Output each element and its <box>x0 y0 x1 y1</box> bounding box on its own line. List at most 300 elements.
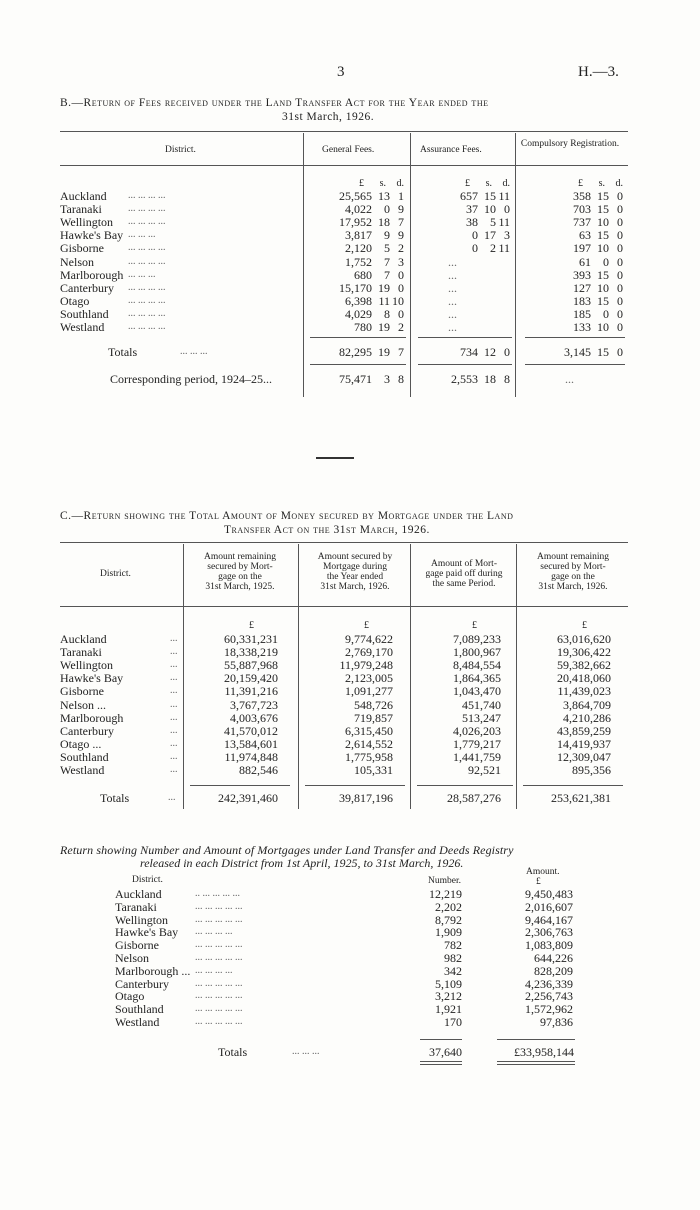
table-d-header-unit: £ <box>536 877 541 887</box>
general-fee-pounds: 15,170 <box>339 280 372 295</box>
table-d-double-rule <box>497 1064 575 1065</box>
amount-value: 11,439,023 <box>557 684 611 699</box>
district-name: Auckland <box>115 887 162 901</box>
leader-dots: ... ... ... ... <box>128 190 166 201</box>
compulsory-fee-pence: 0 <box>617 215 623 230</box>
header-line: gage paid off during <box>425 569 503 579</box>
general-fee-pence: 2 <box>398 241 404 256</box>
compulsory-fee-shillings: 15 <box>597 228 609 243</box>
amount-value: 2,123,005 <box>345 671 393 686</box>
district-name: Taranaki <box>115 899 157 914</box>
district-name: Nelson ... <box>60 697 106 712</box>
total-value: 242,391,460 <box>218 791 278 805</box>
amount-value: 1,441,759 <box>453 749 501 764</box>
general-fee-pence: 0 <box>398 280 404 295</box>
total-number: 37,640 <box>429 1045 462 1059</box>
amount-value: 719,857 <box>354 710 393 725</box>
district-name: Nelson <box>60 254 94 269</box>
leader-dots: ... ... ... ... ... <box>195 939 243 951</box>
header-line: Amount remaining <box>536 552 610 562</box>
amount-value: 14,419,937 <box>557 736 611 751</box>
amount-value: 9,774,622 <box>345 632 393 646</box>
general-fee-pounds: 680 <box>354 267 372 282</box>
unit-pence: d. <box>615 178 623 189</box>
totals-label: Totals <box>100 791 130 805</box>
release-number: 1,909 <box>435 925 462 940</box>
release-number: 782 <box>444 938 462 953</box>
compulsory-fee-pence: 0 <box>617 280 623 295</box>
district-name: Hawke's Bay <box>60 671 124 686</box>
table-c-col-rule <box>516 544 517 809</box>
general-fee-pounds: 4,022 <box>345 202 372 217</box>
page-number: 3 <box>337 64 345 80</box>
district-name: Otago <box>60 293 90 308</box>
unit-pound: £ <box>472 620 477 631</box>
general-fee-pounds: 17,952 <box>339 215 372 230</box>
general-fee-pence: 0 <box>398 306 404 321</box>
leader-dots: ... ... ... ... <box>195 926 233 938</box>
amount-value: 3,864,709 <box>563 697 611 712</box>
header-line: 31st March, 1925. <box>205 582 275 592</box>
header-line: Amount of Mort- <box>431 559 497 569</box>
amount-value: 20,418,060 <box>557 671 611 686</box>
amount-value: 548,726 <box>354 697 393 712</box>
compulsory-fee-pence: 0 <box>617 320 623 334</box>
general-fee-shillings: 7 <box>384 267 390 282</box>
compulsory-fee-pounds: 183 <box>573 293 591 308</box>
release-amount: 1,083,809 <box>525 938 573 953</box>
compulsory-fee-pounds: 737 <box>573 215 591 230</box>
table-c-totals-rule <box>305 785 405 786</box>
table-b-header-rule <box>60 165 628 166</box>
table-c-header-remaining-1925 <box>184 552 296 592</box>
compulsory-fee-pounds: 703 <box>573 202 591 217</box>
leader-dots: ... ... ... ... ... <box>195 900 243 912</box>
district-name: Hawke's Bay <box>60 228 124 243</box>
table-b-col-rule <box>515 133 516 397</box>
table-b-header-general: General Fees. <box>322 145 375 155</box>
total-general-shillings: 19 <box>378 345 390 359</box>
assurance-fee-shillings: 17 <box>484 228 496 243</box>
assurance-fee-pounds: 0 <box>472 228 478 243</box>
general-fee-pence: 3 <box>398 254 404 269</box>
amount-value: 1,043,470 <box>453 684 501 699</box>
district-name: Gisborne <box>60 241 104 256</box>
amount-value: 4,003,676 <box>230 710 278 725</box>
district-name: Westland <box>60 763 105 777</box>
district-name: Westland <box>115 1015 160 1029</box>
assurance-fee-blank: ... <box>448 280 457 295</box>
leader-dots: ... ... ... ... <box>128 242 166 254</box>
district-name: Canterbury <box>60 280 114 295</box>
general-fee-pounds: 25,565 <box>339 189 372 203</box>
amount-value: 1,091,277 <box>345 684 393 699</box>
table-c-title-date: Transfer Act on the 31st March, 1926. <box>224 524 430 536</box>
table-b-totals-rule <box>418 337 512 338</box>
table-b-header-district: District. <box>165 145 196 155</box>
general-fee-pence: 10 <box>392 293 404 308</box>
leader-dots: ... <box>170 646 178 658</box>
leader-dots: ... ... ... ... ... <box>195 952 243 963</box>
amount-value: 20,159,420 <box>224 671 278 686</box>
assurance-fee-pounds: 657 <box>460 189 478 203</box>
amount-value: 43,859,259 <box>557 723 611 738</box>
assurance-fee-pence: 11 <box>498 241 510 256</box>
compulsory-fee-shillings: 10 <box>597 320 609 334</box>
compulsory-fee-pounds: 358 <box>573 189 591 203</box>
district-name: Wellington <box>60 215 114 230</box>
table-b-col-rule <box>410 133 411 397</box>
compulsory-fee-shillings: 15 <box>597 293 609 308</box>
district-name: Gisborne <box>60 684 104 699</box>
leader-dots: ... <box>170 698 178 710</box>
amount-value: 11,391,216 <box>224 684 278 699</box>
amount-value: 105,331 <box>354 763 393 777</box>
general-fee-pence: 7 <box>398 215 404 230</box>
corresponding-label: Corresponding period, 1924–25... <box>110 372 272 386</box>
district-name: Canterbury <box>115 976 169 991</box>
general-fee-pounds: 780 <box>354 320 372 334</box>
amount-value: 60,331,231 <box>224 632 278 646</box>
header-line: Amount remaining <box>203 552 277 562</box>
general-fee-pounds: 2,120 <box>345 241 372 256</box>
leader-dots: ... ... ... ... <box>128 307 166 319</box>
amount-value: 1,800,967 <box>453 645 501 660</box>
leader-dots: ... ... ... <box>180 346 208 357</box>
leader-dots: ... ... ... ... <box>128 255 166 267</box>
unit-pound: £ <box>582 620 587 631</box>
section-separator <box>316 457 354 459</box>
district-name: Hawke's Bay <box>115 925 179 940</box>
district-name: Southland <box>60 306 109 321</box>
release-amount: 1,572,962 <box>525 1002 573 1017</box>
leader-dots: ... ... ... ... ... <box>195 1016 243 1027</box>
amount-value: 1,779,217 <box>453 736 501 751</box>
corresponding-assurance-pence: 8 <box>504 372 510 386</box>
table-c-totals-rule <box>417 785 513 786</box>
compulsory-fee-pounds: 63 <box>579 228 591 243</box>
district-name: Auckland <box>60 189 107 203</box>
release-number: 2,202 <box>435 899 462 914</box>
table-b-totals-rule <box>418 364 512 365</box>
header-line: 31st March, 1926. <box>320 582 390 592</box>
compulsory-fee-shillings: 10 <box>597 215 609 230</box>
general-fee-shillings: 18 <box>378 215 390 230</box>
release-amount: 644,226 <box>534 951 573 965</box>
leader-dots: ... ... ... ... ... <box>195 1003 243 1015</box>
release-number: 5,109 <box>435 976 462 991</box>
assurance-fee-shillings: 15 <box>484 189 496 203</box>
table-b-totals-rule <box>310 337 406 338</box>
total-general-pence: 7 <box>398 345 404 359</box>
unit-pound: £ <box>465 178 470 189</box>
assurance-fee-blank: ... <box>448 254 457 269</box>
table-d-title: Return showing Number and Amount of Mortgages under Land Transfer and Deeds Registry <box>60 843 514 857</box>
district-name: Southland <box>115 1002 164 1017</box>
leader-dots: ... <box>170 764 178 775</box>
general-fee-pence: 9 <box>398 228 404 243</box>
leader-dots: ... ... ... ... <box>128 321 166 332</box>
leader-dots: ... ... ... ... <box>128 294 166 306</box>
compulsory-fee-pounds: 133 <box>573 320 591 334</box>
leader-dots: .. ... ... ... ... <box>195 888 240 899</box>
total-assurance-pounds: 734 <box>460 345 478 359</box>
compulsory-fee-pence: 0 <box>617 306 623 321</box>
leader-dots: ... ... ... ... ... <box>195 913 243 925</box>
header-line: secured by Mort- <box>540 562 606 572</box>
amount-value: 11,974,848 <box>224 749 278 764</box>
total-compulsory-shillings: 15 <box>597 345 609 359</box>
amount-value: 2,769,170 <box>345 645 393 660</box>
compulsory-fee-shillings: 15 <box>597 189 609 203</box>
total-value: 253,621,381 <box>551 791 611 805</box>
amount-value: 41,570,012 <box>224 723 278 738</box>
assurance-fee-shillings: 10 <box>484 202 496 217</box>
table-d-header-number: Number. <box>428 876 461 886</box>
release-amount: 4,236,339 <box>525 976 573 991</box>
compulsory-fee-pence: 0 <box>617 241 623 256</box>
general-fee-pounds: 6,398 <box>345 293 372 308</box>
district-name: Southland <box>60 749 109 764</box>
assurance-fee-pence: 3 <box>504 228 510 243</box>
corresponding-general-shillings: 3 <box>384 372 390 386</box>
district-name: Marlborough <box>60 267 124 282</box>
compulsory-fee-pounds: 197 <box>573 241 591 256</box>
district-name: Gisborne <box>115 938 159 953</box>
corresponding-compulsory: ... <box>565 372 574 386</box>
release-number: 342 <box>444 963 462 978</box>
leader-dots: ... <box>170 724 178 736</box>
general-fee-shillings: 8 <box>384 306 390 321</box>
general-fee-pounds: 4,029 <box>345 306 372 321</box>
unit-pence: d. <box>502 178 510 189</box>
amount-value: 63,016,620 <box>557 632 611 646</box>
general-fee-pence: 2 <box>398 320 404 334</box>
compulsory-fee-pence: 0 <box>617 254 623 269</box>
table-c-header-rule <box>60 606 628 607</box>
leader-dots: ... <box>170 633 178 644</box>
unit-pound: £ <box>364 620 369 631</box>
leader-dots: ... <box>170 711 178 723</box>
compulsory-fee-shillings: 0 <box>603 306 609 321</box>
amount-value: 13,584,601 <box>224 736 278 751</box>
district-name: Taranaki <box>60 202 102 217</box>
amount-value: 55,887,968 <box>224 658 278 673</box>
page-reference: H.—3. <box>578 64 619 80</box>
amount-value: 4,210,286 <box>563 710 611 725</box>
compulsory-fee-pence: 0 <box>617 293 623 308</box>
leader-dots: ... ... ... <box>128 268 156 280</box>
header-line: secured by Mort- <box>207 562 273 572</box>
district-name: Canterbury <box>60 723 114 738</box>
general-fee-shillings: 7 <box>384 254 390 269</box>
compulsory-fee-pounds: 61 <box>579 254 591 269</box>
table-b-top-rule <box>60 131 628 132</box>
amount-value: 6,315,450 <box>345 723 393 738</box>
compulsory-fee-pounds: 127 <box>573 280 591 295</box>
assurance-fee-pounds: 38 <box>466 215 478 230</box>
table-c-top-rule <box>60 542 628 543</box>
district-name: Wellington <box>60 658 114 673</box>
corresponding-general-pounds: 75,471 <box>339 372 372 386</box>
release-amount: 9,450,483 <box>525 887 573 901</box>
total-compulsory-pence: 0 <box>617 345 623 359</box>
compulsory-fee-shillings: 15 <box>597 267 609 282</box>
general-fee-pence: 0 <box>398 267 404 282</box>
amount-value: 4,026,203 <box>453 723 501 738</box>
total-assurance-shillings: 12 <box>484 345 496 359</box>
amount-value: 882,546 <box>239 763 278 777</box>
release-number: 1,921 <box>435 1002 462 1017</box>
leader-dots: ... <box>170 750 178 762</box>
table-b-title: B.—Return of Fees received under the Land Transfer Act for the Year ended the <box>60 97 489 109</box>
unit-shilling: s. <box>379 178 386 189</box>
header-line: gage on the <box>551 572 595 582</box>
release-number: 8,792 <box>435 912 462 927</box>
unit-pound: £ <box>578 178 583 189</box>
table-b-totals-rule <box>525 337 625 338</box>
table-b-header-compulsory: Compulsory Registration. <box>520 139 620 149</box>
district-name: Marlborough <box>60 710 124 725</box>
general-fee-pence: 1 <box>398 189 404 203</box>
unit-shilling: s. <box>485 178 492 189</box>
assurance-fee-pounds: 0 <box>472 241 478 256</box>
table-c-header-remaining-1926 <box>518 552 628 592</box>
assurance-fee-pounds: 37 <box>466 202 478 217</box>
assurance-fee-blank: ... <box>448 293 457 308</box>
general-fee-shillings: 19 <box>378 320 390 334</box>
total-compulsory-pounds: 3,145 <box>564 345 591 359</box>
totals-label: Totals <box>108 345 138 359</box>
table-c-title: C.—Return showing the Total Amount of Money secured by Mortgage under the Land <box>60 510 514 522</box>
release-amount: 828,209 <box>534 963 573 978</box>
table-d-double-rule <box>420 1061 462 1062</box>
leader-dots: ... <box>170 737 178 749</box>
table-b-totals-rule <box>525 364 625 365</box>
leader-dots: ... <box>170 672 178 684</box>
unit-pence: d. <box>396 178 404 189</box>
header-line: the Year ended <box>326 572 384 582</box>
table-d-totals-rule <box>497 1039 575 1040</box>
total-value: 28,587,276 <box>447 791 501 805</box>
table-c-header-district: District. <box>100 569 131 579</box>
leader-dots: ... ... ... ... <box>195 964 233 976</box>
district-name: Otago <box>115 989 145 1004</box>
compulsory-fee-pence: 0 <box>617 228 623 243</box>
leader-dots: ... ... ... ... <box>128 203 166 215</box>
header-line: 31st March, 1926. <box>538 582 608 592</box>
table-b-header-assurance: Assurance Fees. <box>420 145 482 155</box>
compulsory-fee-shillings: 10 <box>597 280 609 295</box>
release-amount: 2,256,743 <box>525 989 573 1004</box>
leader-dots: ... ... ... ... ... <box>195 977 243 989</box>
release-number: 170 <box>444 1015 462 1029</box>
amount-value: 18,338,219 <box>224 645 278 660</box>
table-c-totals-rule <box>523 785 623 786</box>
amount-value: 1,864,365 <box>453 671 501 686</box>
assurance-fee-pence: 11 <box>498 189 510 203</box>
assurance-fee-pence: 0 <box>504 202 510 217</box>
amount-value: 451,740 <box>462 697 501 712</box>
amount-value: 12,309,047 <box>557 749 611 764</box>
compulsory-fee-pence: 0 <box>617 267 623 282</box>
table-d-totals-rule <box>420 1039 462 1040</box>
compulsory-fee-shillings: 0 <box>603 254 609 269</box>
amount-value: 2,614,552 <box>345 736 393 751</box>
amount-value: 8,484,554 <box>453 658 501 673</box>
assurance-fee-blank: ... <box>448 320 457 334</box>
district-name: Taranaki <box>60 645 102 660</box>
amount-value: 1,775,958 <box>345 749 393 764</box>
amount-value: 7,089,233 <box>453 632 501 646</box>
general-fee-shillings: 19 <box>378 280 390 295</box>
table-c-totals-rule <box>190 785 290 786</box>
header-line: the same Period. <box>432 579 496 589</box>
leader-dots: ... ... ... <box>292 1046 320 1057</box>
amount-value: 11,979,248 <box>339 658 393 673</box>
total-general-pounds: 82,295 <box>339 345 372 359</box>
amount-value: 59,382,662 <box>557 658 611 673</box>
general-fee-shillings: 9 <box>384 228 390 243</box>
district-name: Wellington <box>115 912 169 927</box>
table-d-title-date: released in each District from 1st April, 1925, to 31st March, 1926. <box>140 856 464 870</box>
table-c-col-rule <box>183 544 184 809</box>
leader-dots: ... ... ... ... <box>128 281 166 293</box>
amount-value: 92,521 <box>468 763 501 777</box>
unit-pound: £ <box>249 620 254 631</box>
leader-dots: ... ... ... ... <box>128 216 166 228</box>
table-c-header-secured <box>300 552 410 592</box>
table-c-header-paid-off <box>412 559 516 589</box>
compulsory-fee-shillings: 10 <box>597 241 609 256</box>
district-name: Nelson <box>115 951 149 965</box>
compulsory-fee-pounds: 393 <box>573 267 591 282</box>
leader-dots: ... <box>170 685 178 697</box>
release-amount: 9,464,167 <box>525 912 573 927</box>
table-c-col-rule <box>298 544 299 809</box>
header-line: gage on the <box>218 572 262 582</box>
compulsory-fee-pence: 0 <box>617 189 623 203</box>
corresponding-assurance-pounds: 2,553 <box>451 372 478 386</box>
header-line: Mortgage during <box>322 562 388 572</box>
assurance-fee-blank: ... <box>448 267 457 282</box>
table-c-col-rule <box>410 544 411 809</box>
leader-dots: ... ... ... ... ... <box>195 990 243 1002</box>
table-d-header-amount: Amount. <box>526 867 560 877</box>
leader-dots: ... <box>168 792 176 803</box>
amount-value: 513,247 <box>462 710 501 725</box>
district-name: Westland <box>60 320 105 334</box>
assurance-fee-blank: ... <box>448 306 457 321</box>
amount-value: 3,767,723 <box>230 697 278 712</box>
assurance-fee-shillings: 5 <box>490 215 496 230</box>
release-amount: 97,836 <box>540 1015 573 1029</box>
general-fee-shillings: 0 <box>384 202 390 217</box>
release-number: 12,219 <box>429 887 462 901</box>
leader-dots: ... ... ... <box>128 229 156 241</box>
district-name: Auckland <box>60 632 107 646</box>
unit-pound: £ <box>359 178 364 189</box>
compulsory-fee-pounds: 185 <box>573 306 591 321</box>
release-number: 982 <box>444 951 462 965</box>
assurance-fee-shillings: 2 <box>490 241 496 256</box>
release-amount: 2,016,607 <box>525 899 573 914</box>
total-amount: £33,958,144 <box>514 1045 574 1059</box>
general-fee-shillings: 5 <box>384 241 390 256</box>
header-line: Amount secured by <box>317 552 393 562</box>
amount-value: 895,356 <box>572 763 611 777</box>
district-name: Otago ... <box>60 736 102 751</box>
